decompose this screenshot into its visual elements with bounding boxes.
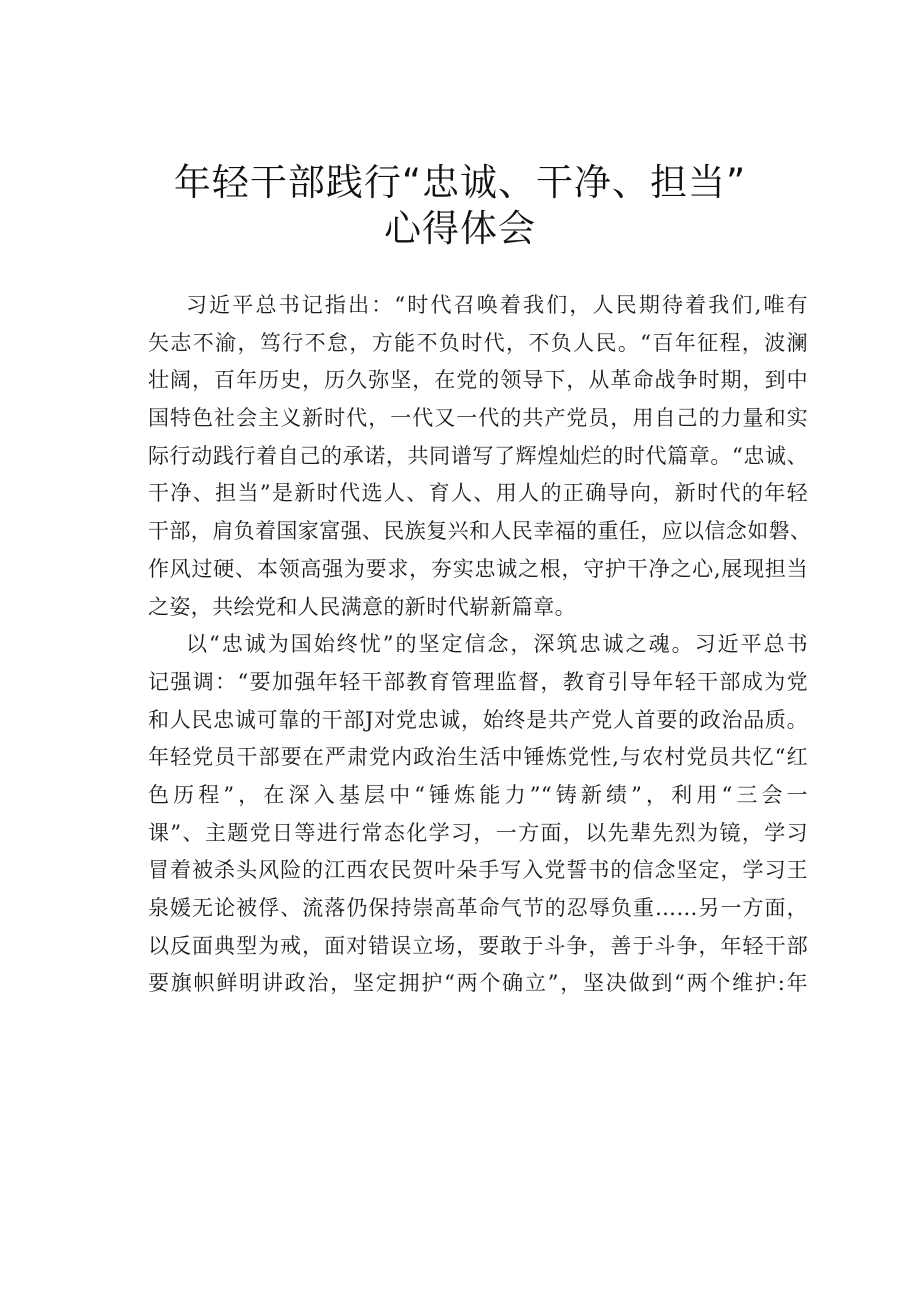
document-body bbox=[148, 287, 812, 1003]
page-title-line-1: 年轻干部践行“忠诚、干净、担当” bbox=[173, 161, 747, 204]
paragraph-1-line: 干部，肩负着国家富强、民族复兴和人民幸福的重任，应以信念如磐、 bbox=[148, 519, 812, 544]
paragraph-2-line: 泉媛无论被俘、流落仍保持崇高革命气节的忍辱负重……另一方面， bbox=[148, 896, 808, 920]
paragraph-2-line: 记强调：“要加强年轻干部教育管理监督，教育引导年轻干部成为党 bbox=[148, 669, 808, 694]
paragraph-1-line: 国特色社会主义新时代，一代又一代的共产党员，用自己的力量和实 bbox=[148, 406, 808, 431]
paragraph-2-line: 以“忠诚为国始终忧”的坚定信念，深筑忠诚之魂。习近平总书 bbox=[186, 632, 808, 657]
paragraph-2-line: 以反面典型为戒，面对错误立场，要敢于斗争，善于斗争，年轻干部 bbox=[148, 933, 808, 958]
paragraph-1-line: 际行动践行着自己的承诺，共同谱写了辉煌灿烂的时代篇章。“忠诚、 bbox=[148, 443, 808, 468]
paragraph-1-line: 壮阔，百年历史，历久弥坚，在党的领导下，从革命战争时期，到中 bbox=[148, 368, 808, 393]
paragraph-1-line: 作风过硬、本领高强为要求，夯实忠诚之根，守护干净之心,展现担当 bbox=[148, 556, 808, 581]
paragraph-2-line: 年轻党员干部要在严肃党内政治生活中锤炼党性,与农村党员共忆“红 bbox=[148, 745, 808, 770]
paragraph-2-line: 和人民忠诚可靠的干部J对党忠诚，始终是共产党人首要的政治品质。 bbox=[148, 707, 808, 732]
paragraph-2-line: 色历程”，在深入基层中“锤炼能力”“铸新绩”，利用“三会一 bbox=[148, 782, 808, 807]
paragraph-2-line: 冒着被杀头风险的江西农民贺叶朵手写入党誓书的信念坚定，学习王 bbox=[148, 858, 808, 883]
paragraph-1-line: 之姿，共绘党和人民满意的新时代崭新篇章。 bbox=[148, 594, 576, 619]
paragraph-2-line: 课”、主题党日等进行常态化学习，一方面，以先辈先烈为镜，学习 bbox=[148, 820, 808, 845]
page-title-line-2: 心得体会 bbox=[384, 207, 536, 250]
paragraph-1-line: 习近平总书记指出：“时代召唤着我们，人民期待着我们,唯有 bbox=[186, 293, 808, 317]
paragraph-1-line: 矢志不渝，笃行不怠，方能不负时代，不负人民。“百年征程，波澜 bbox=[148, 330, 808, 355]
paragraph-1-line: 干净、担当”是新时代选人、育人、用人的正确导向，新时代的年轻 bbox=[148, 481, 808, 506]
paragraph-2-line: 要旗帜鲜明讲政治，坚定拥护“两个确立”，坚决做到“两个维护:年 bbox=[148, 971, 808, 996]
